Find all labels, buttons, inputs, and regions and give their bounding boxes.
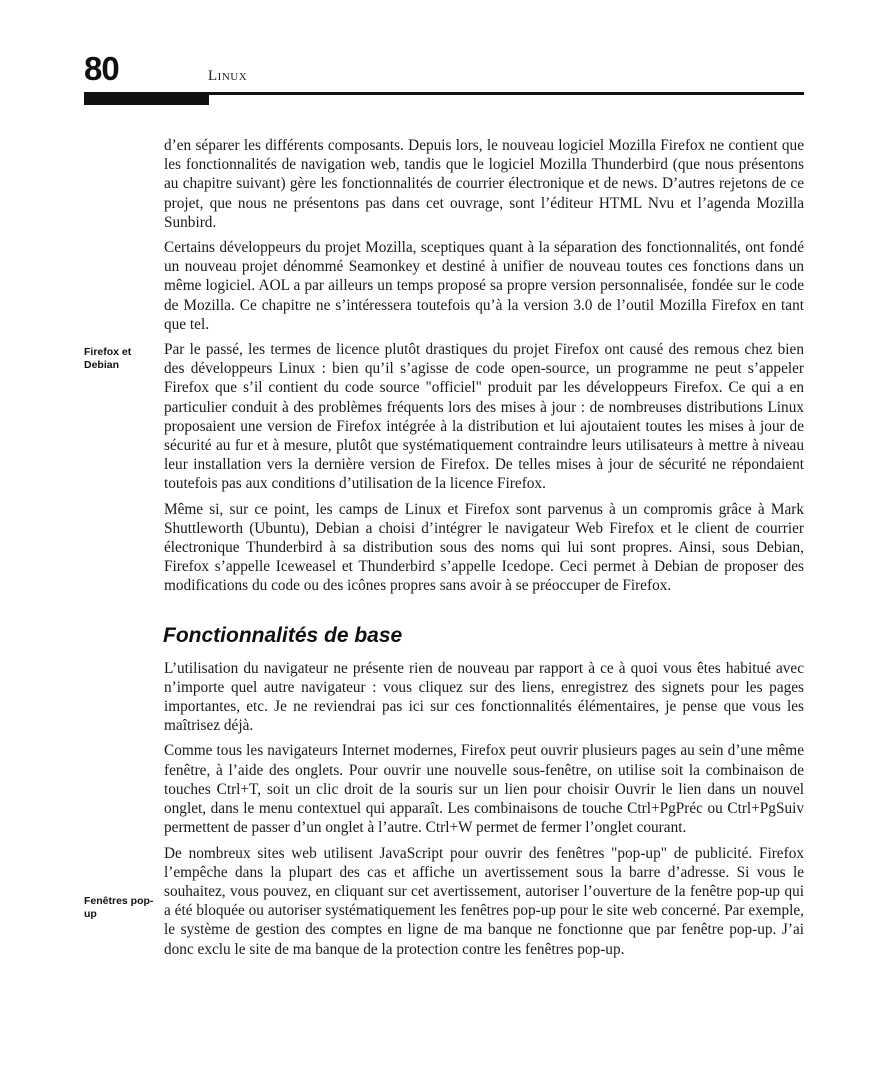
body-column (164, 136, 804, 965)
paragraph: Certains développeurs du projet Mozilla, sceptiques quant à la séparation des fonctionnalités, ont fondé un nouveau projet dénommé Seamonkey et destiné à unifier de nouveau toutes ces fonctions dans un même logiciel. AOL a par ailleurs un temps proposé sa propre version personnalisée, fondée sur le code de Mozilla. Ce chapitre ne s’intéressera toutefois qu’à la version 3.0 de l’outil Mozilla Firefox en tant que tel. (164, 239, 804, 333)
running-head: Linux (208, 68, 248, 84)
paragraph: Comme tous les navigateurs Internet modernes, Firefox peut ouvrir plusieurs pages au sein d’une même fenêtre, à l’aide des onglets. Pour ouvrir une nouvelle sous-fenêtre, on utilise soit la combinaison de touches Ctrl+T, soit un clic droit de la souris sur un lien pour choisir Ouvrir le lien dans un nouvel onglet, dans le menu contextuel qui apparaît. Les combinaisons de touche Ctrl+PgPréc ou Ctrl+PgSuiv permettent de passer d’un onglet à l’autre. Ctrl+W permet de fermer l’onglet courant. (164, 742, 804, 837)
margin-note-popup: Fenêtres pop-up (84, 895, 154, 920)
page-number: 80 (84, 50, 119, 87)
header-rule-tab (84, 92, 209, 105)
paragraph: De nombreux sites web utilisent JavaScript pour ouvrir des fenêtres "pop-up" de publicité. Firefox l’empêche dans la plupart des cas et affiche un avertissement sous la barre d’adresse. Si vous le souhaitez, vous pouvez, en cliquant sur cet avertissement, autoriser l’ouverture de la fenêtre pop-up qui a été bloquée ou autoriser systématiquement les fenêtres pop-up pour le site web concerné. Par exemple, le système de gestion des comptes en ligne de ma banque ne fonctionne que par fenêtre pop-up. J’ai donc exclu le site de ma banque de la protection contre les fenêtres pop-up. (164, 844, 804, 958)
paragraph: d’en séparer les différents composants. Depuis lors, le nouveau logiciel Mozilla Firefox ne contient que les fonctionnalités de navigation web, tandis que le logiciel Mozilla Thunderbird (que nous présentons au chapitre suivant) gère les fonctionnalités de courrier électronique et de news. D’autres rejetons de ce projet, que nous ne présentons pas dans cet ouvrage, sont l’éditeur HTML Nvu et l’agenda Mozilla Sunbird. (164, 137, 804, 231)
paragraph: Par le passé, les termes de licence plutôt drastiques du projet Firefox ont causé des remous chez bien des développeurs Linux : bien qu’il s’agisse de code open-source, un programme ne peut s’appeler Firefox que s’il contient du code source "officiel" produit par les développeurs Firefox. Ce qui a en particulier conduit à des problèmes fréquents lors des mises à jour : de nombreuses distributions Linux proposaient une version de Firefox intégrée à la distribution et lui ajoutaient toutes les mises à jour de sécurité au fur et à mesure, plutôt que systématiquement contraindre leurs utilisateurs à mettre à niveau leur installation vers la dernière version de Firefox. De telles mises à jour de sécurité ne répondaient toutefois pas aux conditions d’utilisation de la licence Firefox. (164, 341, 804, 493)
section-heading: Fonctionnalités de base (163, 623, 403, 647)
paragraph: L’utilisation du navigateur ne présente rien de nouveau par rapport à ce à quoi vous êtes habitué avec n’importe quel autre navigateur : vous cliquez sur des liens, enregistrez des signets pour les pages importantes, etc. Je ne reviendrai pas ici sur ces fonctionnalités élémentaires, je pense que vous les maîtrisez déjà. (164, 659, 804, 735)
margin-note-firefox-debian: Firefox et Debian (84, 346, 132, 371)
paragraph: Même si, sur ce point, les camps de Linux et Firefox sont parvenus à un compromis grâce à Mark Shuttleworth (Ubuntu), Debian a choisi d’intégrer le navigateur Web Firefox et le client de courrier électronique Thunderbird à sa distribution sous des noms qui lui sont propres. Ainsi, sous Debian, Firefox s’appelle Iceweasel et Thunderbird s’appelle Icedope. Ceci permet à Debian de proposer des modifications du code ou des icônes propres sans avoir à se préoccuper de Firefox. (164, 500, 804, 595)
